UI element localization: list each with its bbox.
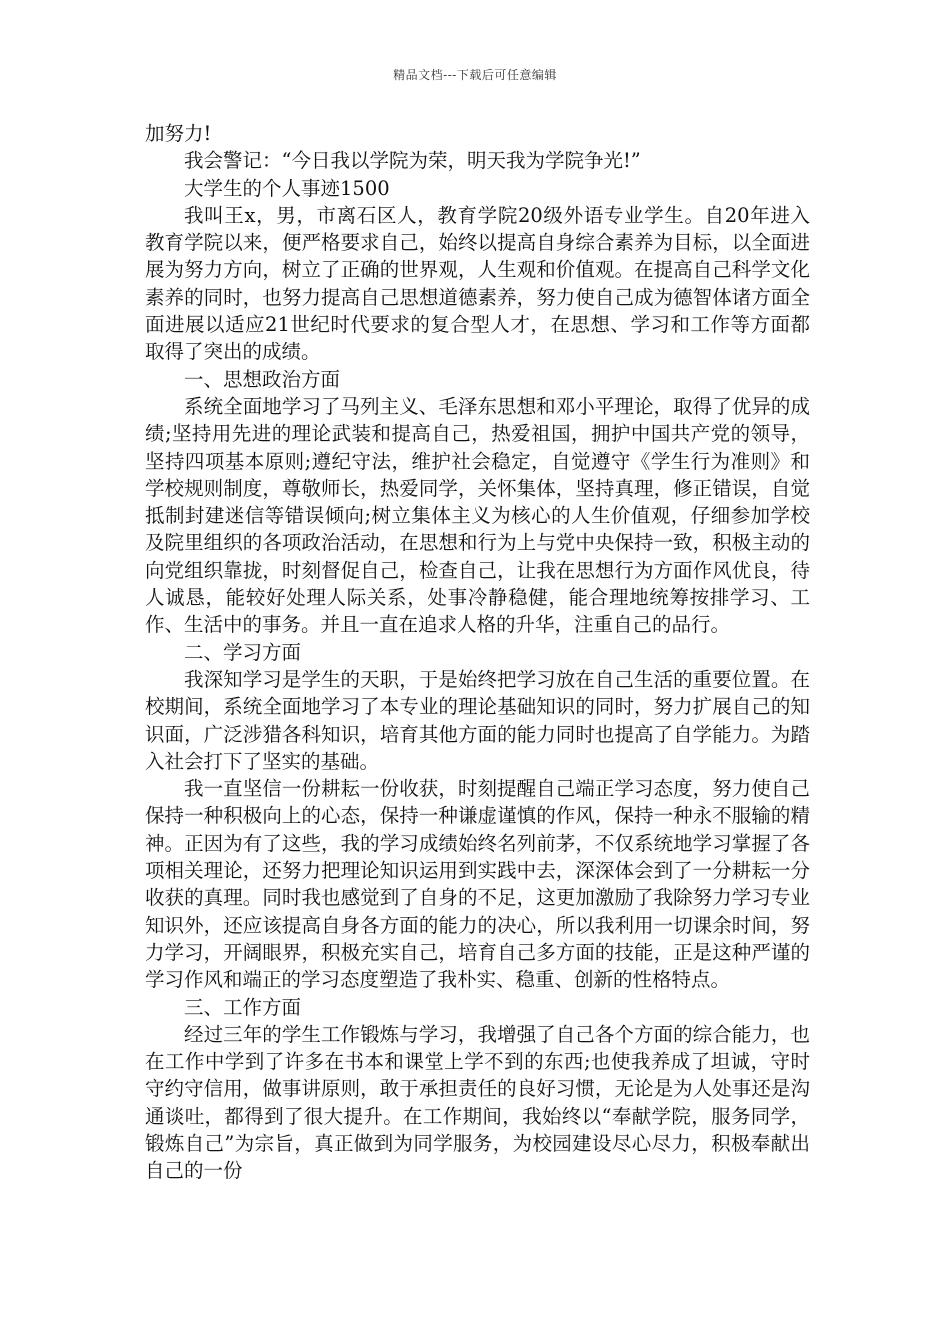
paragraph-work: 经过三年的学生工作锻炼与学习，我增强了自己各个方面的综合能力，也在工作中学到了许多在书本和课堂上学不到的东西;也使我养成了坦诚，守时守约守信用，做事讲原则，敢于承担责任的良好习惯，无论是为人处事还是沟通谈吐，都得到了很大提升。在工作期间，我始终以“奉献学院，服务同学，锻炼自己”为宗旨，真正做到为同学服务，为校园建设尽心尽力，积极奉献出自己的一份 — [145, 1022, 810, 1183]
paragraph-study-2: 我一直坚信一份耕耘一份收获，时刻提醒自己端正学习态度，努力使自己保持一种积极向上的心态，保持一种谦虚谨慎的作风，保持一种永不服输的精神。正因为有了这些，我的学习成绩始终名列前茅，不仅系统地学习掌握了各项相关理论，还努力把理论知识运用到实践中去，深深体会到了一分耕耘一分收获的真理。同时我也感觉到了自身的不足，这更加激励了我除努力学习专业知识外，还应该提高自身各方面的能力的决心，所以我利用一切课余时间，努力学习，开阔眼界，积极充实自己，培育自己多方面的技能，正是这种严谨的学习作风和端正的学习态度塑造了我朴实、稳重、创新的性格特点。 — [145, 777, 810, 992]
section-heading-work: 三、工作方面 — [184, 995, 302, 1019]
section-heading-study: 二、学习方面 — [184, 640, 302, 664]
section-heading-politics: 一、思想政治方面 — [184, 367, 341, 391]
paragraph-continuation: 加努力! — [145, 122, 212, 145]
paragraph-intro: 我叫王x，男，市离石区人，教育学院20级外语专业学生。自20年进入教育学院以来，便严格要求自己，始终以提高自身综合素养为目标，以全面进展为努力方向，树立了正确的世界观，人生观和价值观。在提高自己科学文化素养的同时，也努力提高自己思想道德素养，努力使自己成为德智体诸方面全面进展以适应21世纪时代要求的复合型人才，在思想、学习和工作等方面都取得了突出的成绩。 — [145, 203, 810, 364]
document-title: 大学生的个人事迹1500 — [184, 176, 390, 200]
paragraph-politics: 系统全面地学习了马列主义、毛泽东思想和邓小平理论，取得了优异的成绩;坚持用先进的理论武装和提高自己，热爱祖国，拥护中国共产党的领导，坚持四项基本原则;遵纪守法，维护社会稳定，自觉遵守《学生行为准则》和学校规则制度，尊敬师长，热爱同学，关怀集体，坚持真理，修正错误，自觉抵制封建迷信等错误倾向;树立集体主义为核心的人生价值观，仔细参加学校及院里组织的各项政治活动，在思想和行为上与党中央保持一致，积极主动的向党组织靠拢，时刻督促自己，检查自己，让我在思想行为方面作风优良，待人诚恳，能较好处理人际关系，处事冷静稳健，能合理地统筹按排学习、工作、生活中的事务。并且一直在追求人格的升华，注重自己的品行。 — [145, 394, 810, 637]
paragraph-study-1: 我深知学习是学生的天职，于是始终把学习放在自己生活的重要位置。在校期间，系统全面地学习了本专业的理论基础知识的同时，努力扩展自己的知识面，广泛涉猎各科知识，培育其他方面的能力同时也提高了自学能力。为踏入社会打下了坚实的基础。 — [145, 667, 810, 773]
document-body — [145, 120, 810, 1185]
page-header: 精品文档---下载后可任意编辑 — [393, 68, 557, 82]
paragraph-quote: 我会警记：“今日我以学院为荣，明天我为学院争光!” — [184, 149, 641, 173]
